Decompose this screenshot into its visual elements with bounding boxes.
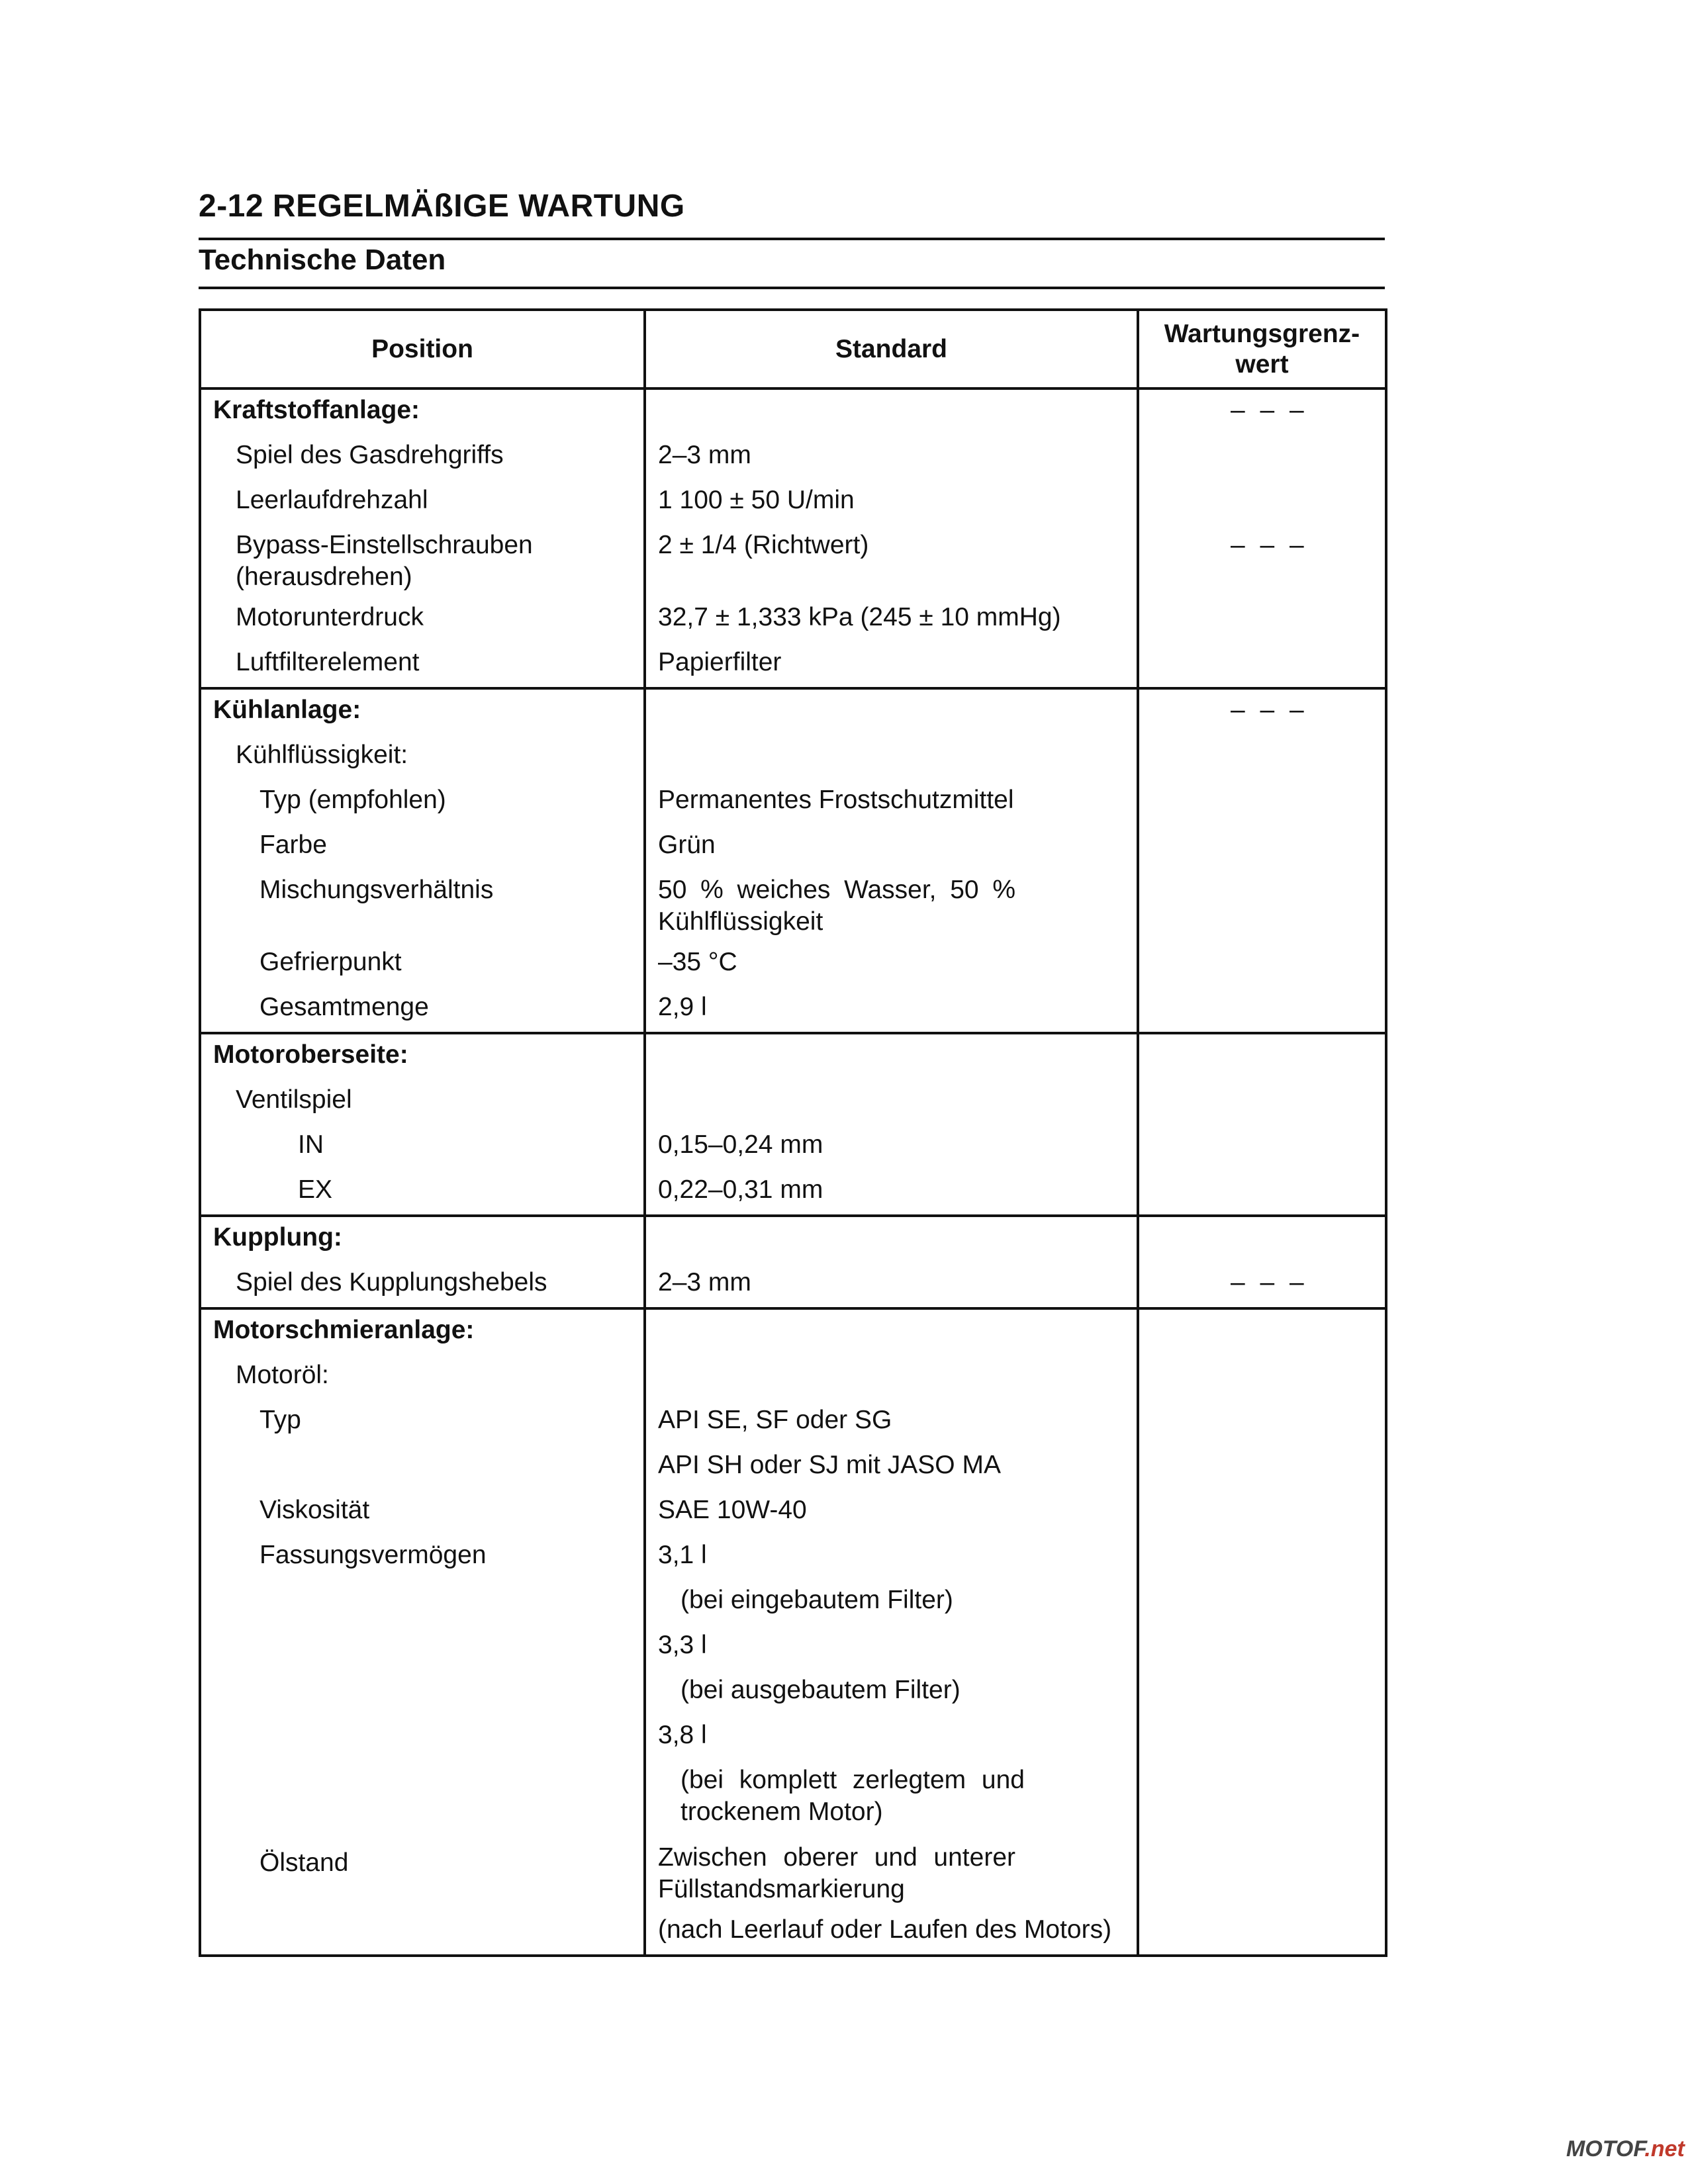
position-cell: Kühlflüssigkeit: [236,741,408,769]
column-header-standard: Standard [645,310,1138,388]
standard-cell: 2–3 mm [658,1268,751,1297]
table-row [200,1124,1386,1169]
position-cell: IN [298,1130,324,1159]
table-row [200,1033,1386,1079]
table-row [200,1308,1386,1355]
table-row [200,1909,1386,1956]
group-fuel-system [200,388,1386,688]
position-cell: Gefrierpunkt [259,948,402,976]
table-row [200,1715,1386,1760]
group-title: Motorschmieranlage: [213,1316,475,1344]
position-cell: Leerlaufdrehzahl [236,486,428,514]
group-clutch [200,1216,1386,1308]
standard-cell: 32,7 ± 1,333 kPa (245 ± 10 mmHg) [658,603,1061,631]
table-row [200,780,1386,825]
group-title: Kühlanlage: [213,696,361,724]
table-row [200,735,1386,780]
table-row [200,987,1386,1033]
standard-cell: 3,8 l [658,1721,707,1749]
position-cell: Ölstand [259,1848,349,1877]
section-rule [199,287,1385,289]
standard-cell: 3,3 l [658,1631,707,1659]
table-row [200,1490,1386,1535]
table-row [200,480,1386,525]
limit-value: – – – [1231,1268,1308,1297]
table-row [200,1400,1386,1445]
group-engine-top-end [200,1033,1386,1216]
table-header-row [200,310,1386,388]
standard-cell: API SE, SF oder SG [658,1406,892,1434]
limit-value: – – – [1231,531,1308,559]
standard-cell: 1 100 ± 50 U/min [658,486,855,514]
table-row [200,942,1386,987]
table-row [200,1760,1386,1837]
standard-cell: 3,1 l [658,1541,707,1569]
group-engine-lubrication [200,1308,1386,1956]
table-row [200,1625,1386,1670]
standard-cell: API SH oder SJ mit JASO MA [658,1451,1001,1479]
standard-cell: 2,9 l [658,993,707,1021]
table-row [200,1535,1386,1580]
position-cell: Spiel des Kupplungshebels [236,1268,547,1297]
standard-cell: SAE 10W-40 [658,1496,807,1524]
standard-cell: 2–3 mm [658,441,751,469]
position-cell: Motoröl: [236,1361,329,1389]
table-row [200,1670,1386,1715]
column-header-limit: Wartungsgrenz- wert [1138,310,1386,388]
standard-cell: Zwischen oberer und unterer Füllstandsmarkierung [658,1843,1015,1903]
group-title: Kupplung: [213,1223,342,1251]
standard-cell: (bei komplett zerlegtem und trockenem Motor) [680,1766,1025,1826]
table-row [200,1169,1386,1216]
table-row [200,688,1386,735]
standard-cell: 0,22–0,31 mm [658,1175,823,1204]
table-row [200,435,1386,480]
table-row [200,1216,1386,1262]
group-cooling-system [200,688,1386,1033]
watermark-logo: MOTOF.net [1566,2136,1685,2161]
table-row [200,642,1386,688]
standard-cell: (bei ausgebautem Filter) [680,1676,961,1704]
page-title: 2-12 REGELMÄßIGE WARTUNG [199,189,685,224]
table-row [200,1355,1386,1400]
table-row [200,597,1386,642]
standard-cell: –35 °C [658,948,737,976]
standard-cell: Papierfilter [658,648,782,676]
standard-cell: Permanentes Frostschutzmittel [658,786,1014,814]
standard-cell: 2 ± 1/4 (Richtwert) [658,531,869,559]
position-cell: Luftfilterelement [236,648,420,676]
table-row [200,388,1386,435]
title-rule [199,238,1385,240]
table-row [200,870,1386,942]
table-row [200,825,1386,870]
table-row [200,1580,1386,1625]
table-row [200,1079,1386,1124]
position-cell: Farbe [259,831,327,859]
position-cell: Gesamtmenge [259,993,429,1021]
standard-cell: (nach Leerlauf oder Laufen des Motors) [658,1915,1112,1944]
standard-cell: (bei eingebautem Filter) [680,1586,953,1614]
limit-value: – – – [1231,696,1308,724]
standard-cell: 50 % weiches Wasser, 50 % Kühlflüssigkeit [658,876,1015,936]
table-row [200,525,1386,597]
table-row [200,1445,1386,1490]
position-cell: Mischungsverhältnis [259,876,494,904]
table-row [200,1262,1386,1308]
position-cell: EX [298,1175,333,1204]
position-cell: Typ [259,1406,301,1434]
column-header-position: Position [200,310,645,388]
position-cell: Fassungsvermögen [259,1541,487,1569]
position-cell: Bypass-Einstellschrauben (herausdrehen) [236,531,533,591]
position-cell: Ventilspiel [236,1085,352,1114]
position-cell: Typ (empfohlen) [259,786,446,814]
standard-cell: 0,15–0,24 mm [658,1130,823,1159]
specifications-table [199,308,1387,1957]
limit-value: – – – [1231,396,1308,424]
position-cell: Motorunterdruck [236,603,424,631]
standard-cell: Grün [658,831,716,859]
position-cell: Viskosität [259,1496,370,1524]
group-title: Kraftstoffanlage: [213,396,420,424]
section-title: Technische Daten [199,244,446,276]
position-cell: Spiel des Gasdrehgriffs [236,441,504,469]
table-row [200,1837,1386,1909]
group-title: Motoroberseite: [213,1040,408,1069]
